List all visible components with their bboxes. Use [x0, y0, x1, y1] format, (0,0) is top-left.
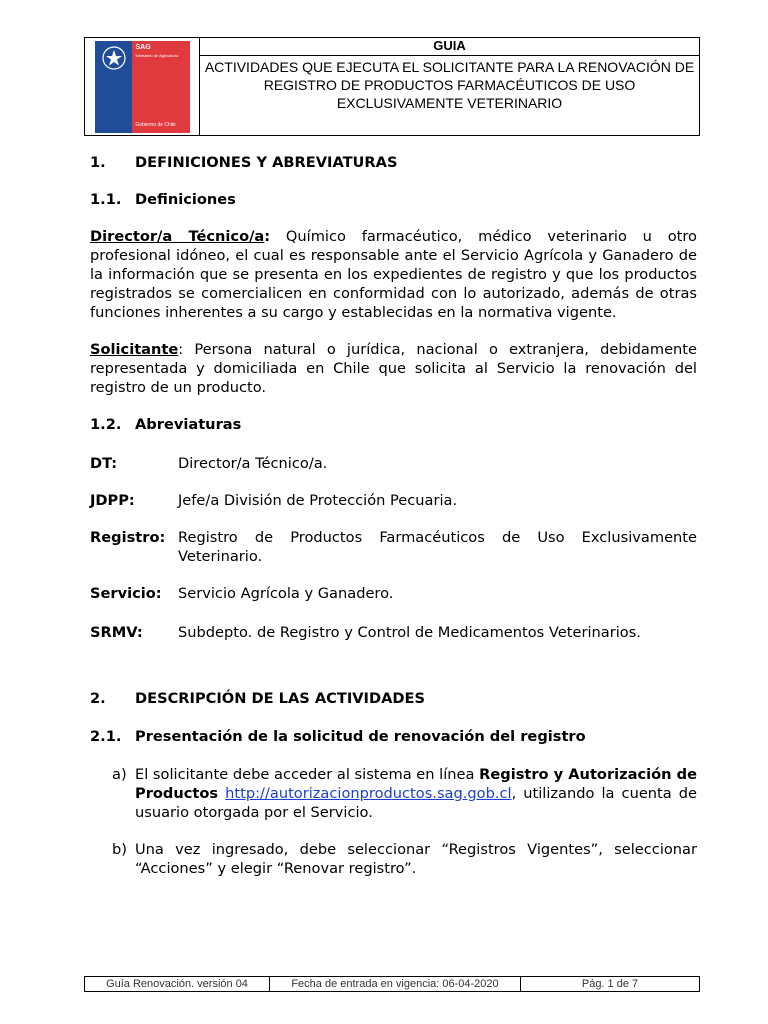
- logo-cell: [85, 38, 200, 135]
- list-text: [135, 765, 697, 822]
- abbreviation-key: SRMV:: [90, 624, 143, 641]
- definition-solicitante: [90, 340, 697, 397]
- abbreviation-value: Director/a Técnico/a.: [178, 455, 328, 472]
- definition-text: : Persona natural o jurídica, nacional o extranjera, debidamente representada y domiciliada en Chile que solicita al Servicio la renovación del registro de un producto.: [90, 341, 697, 396]
- abbreviation-key: Servicio:: [90, 585, 162, 602]
- system-name: Registro y Autorización de Productos: [135, 766, 697, 802]
- section-number: 1.: [90, 154, 106, 171]
- subsection-title: Definiciones: [135, 191, 236, 208]
- logo-ministry: Ministerio de Agricultura: [135, 52, 179, 58]
- document-header: [84, 37, 700, 136]
- subsection-heading: [90, 190, 697, 209]
- abbreviation-value: Registro de Productos Farmacéuticos de Uso Exclusivamente Veterinario.: [178, 529, 697, 565]
- system-link[interactable]: http://autorizacionproductos.sag.gob.cl: [225, 785, 512, 802]
- section-title: DEFINICIONES Y ABREVIATURAS: [135, 154, 398, 171]
- section-heading: [90, 689, 697, 708]
- abbreviation-key: Registro:: [90, 529, 166, 546]
- abbreviation-value: Servicio Agrícola y Ganadero.: [178, 585, 394, 602]
- abbreviation-row: [90, 491, 697, 510]
- logo-government: Gobierno de Chile: [135, 121, 176, 128]
- abbreviation-row: [90, 584, 697, 603]
- logo-red-panel: [132, 41, 190, 133]
- footer-effective-date: Fecha de entrada en vigencia: 06-04-2020: [270, 977, 521, 991]
- subsection-title: Presentación de la solicitud de renovación del registro: [135, 728, 586, 745]
- list-letter: a): [112, 766, 127, 783]
- title-cell: [200, 38, 699, 135]
- abbreviation-key: JDPP:: [90, 492, 135, 509]
- document-footer: [84, 976, 700, 992]
- list-text: Una vez ingresado, debe seleccionar “Registros Vigentes”, seleccionar “Acciones” y elegir “Renovar registro”.: [135, 841, 697, 877]
- chile-seal-icon: [101, 45, 127, 71]
- list-item: [90, 840, 697, 878]
- abbreviation-value: Subdepto. de Registro y Control de Medicamentos Veterinarios.: [178, 624, 641, 641]
- list-item: [90, 765, 697, 822]
- subsection-heading: [90, 415, 697, 434]
- subsection-number: 2.1.: [90, 728, 122, 745]
- section-number: 2.: [90, 690, 106, 707]
- document-body: [90, 153, 697, 878]
- subsection-number: 1.2.: [90, 416, 122, 433]
- logo-blue-panel: [95, 41, 132, 133]
- abbreviation-row: [90, 454, 697, 473]
- definition-colon: :: [264, 228, 271, 245]
- sag-logo: [95, 41, 190, 133]
- abbreviation-row: [90, 528, 697, 566]
- abbreviation-value: Jefe/a División de Protección Pecuaria.: [178, 492, 458, 509]
- abbreviation-key: DT:: [90, 455, 118, 472]
- section-title: DESCRIPCIÓN DE LAS ACTIVIDADES: [135, 690, 425, 707]
- definition-term: Solicitante: [90, 341, 179, 358]
- doc-type: GUIA: [200, 38, 699, 56]
- logo-org: SAG: [135, 43, 151, 51]
- subsection-heading: [90, 727, 697, 746]
- list-text-post: , utilizando la cuenta de usuario otorgada por el Servicio.: [135, 785, 698, 821]
- subsection-title: Abreviaturas: [135, 416, 242, 433]
- definition-director: [90, 227, 697, 322]
- footer-version: Guía Renovación. versión 04: [85, 977, 270, 991]
- doc-title: ACTIVIDADES QUE EJECUTA EL SOLICITANTE PARA LA RENOVACIÓN DE REGISTRO DE PRODUCTOS FARMACÉUTICOS DE USO EXCLUSIVAMENTE VETERINARIO: [204, 59, 695, 111]
- list-letter: b): [112, 841, 127, 858]
- list-text-pre: El solicitante debe acceder al sistema en línea: [135, 766, 480, 783]
- section-heading: [90, 153, 697, 172]
- definition-text: Químico farmacéutico, médico veterinario u otro profesional idóneo, el cual es responsable ante el Servicio Agrícola y Ganadero de la información que se presenta en los expedientes de registro y que los productos registrados se comercialicen en conformidad con lo autorizado, además de otras funciones inherentes a su cargo y establecidas en la normativa vigente.: [90, 228, 697, 321]
- definition-term: Director/a Técnico/a: [90, 228, 265, 245]
- subsection-number: 1.1.: [90, 191, 122, 208]
- footer-page-number: Pág. 1 de 7: [581, 978, 639, 990]
- abbreviation-row: [90, 623, 697, 642]
